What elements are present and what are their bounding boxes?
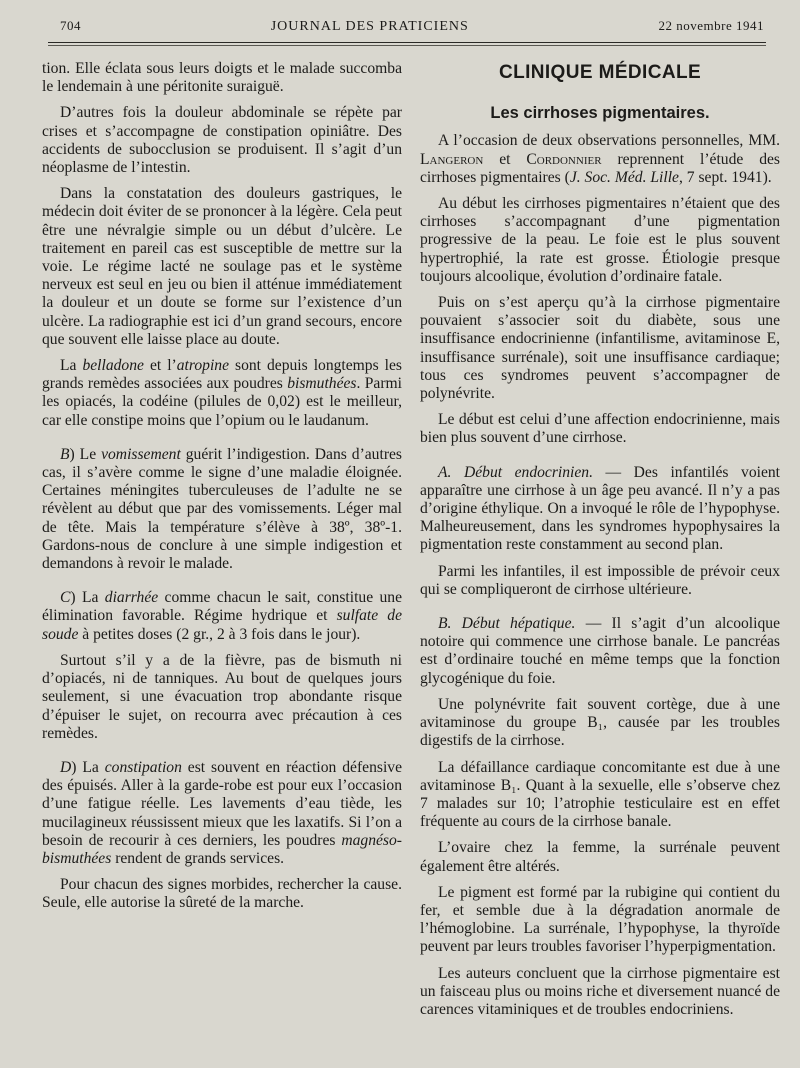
page-header [60,18,764,42]
paragraph: Puis on s’est aperçu qu’à la cirrhose pigmentaire pouvaient s’associer soit du diabète, sous une insuffisance endocrinienne (infantilisme, avitaminose E, insuffisance surrénale), soit une insuffisance cardiaque; tous ces syndromes peuvent s’accompagner de polynévrite. [420,294,780,403]
paragraph: Au début les cirrhoses pigmentaires n’étaient que des cirrhoses s’accompagnant d’une pigmentation progressive de la peau. Le foie est le plus souvent hypertrophié, la rate est grosse. Étiologie presque toujours alcoolique, évolution d’ordinaire fatale. [420,195,780,285]
paragraph-debut-endocrinien: A. Début endocrinien. — Des infantilés voient apparaître une cirrhose à un âge peu avancé. Il n’y a pas d’origine éthylique. On a invoqué le rôle de l’hypophyse. Malheureusement, dans les syndromes hypophysaires la pigmentation reste constamment au second plan. [420,463,780,554]
journal-title: JOURNAL DES PRATICIENS [270,19,469,34]
paragraph: La défaillance cardiaque concomitante est due à une avitaminose B₁. Quant à la sexuelle, elle s’observe chez 7 malades sur 10; l’atrophie testiculaire est en effet fréquente au cours de la cirrhose banale. [420,758,780,831]
paragraph: L’ovaire chez la femme, la surrénale peuvent également être altérés. [420,839,780,875]
header-rule-thin [48,45,766,46]
right-column [420,60,780,1027]
paragraph: Une polynévrite fait souvent cortège, due à une avitaminose du groupe B₁, causée par les troubles digestifs de la cirrhose. [420,695,780,750]
paragraph: Pour chacun des signes morbides, rechercher la cause. Seule, elle autorise la sûreté de la marche. [42,876,402,912]
paragraph-vomissement: B) Le vomissement guérit l’indigestion. Dans d’autres cas, il s’avère comme le signe d’une maladie éloignée. Certaines méningites tuberculeuses de l’adulte ne se révèlent au début que par des vomissements. Léger mal de tête. Mais la température s’élève à 38º, 38º-1. Gardons-nous de conclure à une simple indigestion et demandons à revoir le malade. [42,445,402,573]
paragraph: Dans la constatation des douleurs gastriques, le médecin doit éviter de se prononcer à la légère. Cela peut être une névralgie simple ou un début d’ulcère. Le traitement en pareil cas est susceptible de mettre sur la voie. Le régime lacté ne soulage pas et le système nerveux est seul en jeu ou bien il atténue immédiatement la douleur et un doute se forme sur l’existence d’un ulcère. La radiographie est ici d’un grand secours, encore que souvent elle laisse place au doute. [42,185,402,348]
issue-date: 22 novembre 1941 [658,18,764,33]
paragraph: Le pigment est formé par la rubigine qui contient du fer, et semble due à la dégradation anormale de l’hémoglobine. La surrénale, l’hypophyse, la thyroïde peuvent par leurs troubles favoriser l’hyperpigmentation. [420,883,780,956]
left-column [42,60,402,921]
paragraph: A l’occasion de deux observations personnelles, MM. Langeron et Cordonnier reprennent l’étude des cirrhoses pigmentaires (J. Soc. Méd. Lille, 7 sept. 1941). [420,132,780,186]
header-rule [48,42,766,43]
paragraph: Les auteurs concluent que la cirrhose pigmentaire est un faisceau plus ou moins riche et diversement nuancé de carences vitaminiques et de troubles endocriniens. [420,964,780,1018]
article-title: Les cirrhoses pigmentaires. [490,104,710,123]
paragraph-diarrhee: C) La diarrhée comme chacun le sait, constitue une élimination favorable. Régime hydrique et sulfate de soude à petites doses (2 gr., 2 à 3 fois dans le jour). [42,589,402,643]
paragraph: Surtout s’il y a de la fièvre, pas de bismuth ni d’opiacés, ni de tanniques. Au bout de quelques jours seulement, si une évacuation trop abondante risque d’épuiser le sujet, on recourra avec précaution à ces remèdes. [42,651,402,742]
paragraph: La belladone et l’atropine sont depuis longtemps les grands remèdes associées aux poudres bismuthées. Parmi les opiacés, la codéine (pilules de 0,02) est le meilleur, car elle constipe moins que l’opium ou le laudanum. [42,357,403,429]
paragraph-constipation: D) La constipation est souvent en réaction défensive des épuisés. Aller à la garde-robe est pour eux l’occasion d’une fatigue réelle. Les lavements d’eau tiède, les mucilagineux réussissent mieux que les laxatifs. Si l’on a besoin de recourir à ces derniers, les poudres magnéso-bismuthées rendent de grands services. [42,758,403,867]
paragraph: tion. Elle éclata sous leurs doigts et le malade succomba le lendemain à une péritonite suraiguë. [42,60,402,96]
paragraph: D’autres fois la douleur abdominale se répète par crises et s’accompagne de constipation opiniâtre. Des accidents de subocclusion se produisent. Il s’agit d’un néoplasme de l’intestin. [42,104,402,177]
paragraph: Le début est celui d’une affection endocrinienne, mais bien plus souvent d’une cirrhose. [420,411,780,447]
paragraph: Parmi les infantiles, il est impossible de prévoir ceux qui se compliqueront de cirrhose ultérieure. [420,562,780,598]
section-title: CLINIQUE MÉDICALE [498,62,702,83]
paragraph-debut-hepatique: B. Début hépatique. — Il s’agit d’un alcoolique notoire qui commence une cirrhose banale. Le pancréas est d’ordinaire touché en même temps que la fonction glycogénique du foie. [420,615,780,687]
page-number: 704 [60,18,81,33]
